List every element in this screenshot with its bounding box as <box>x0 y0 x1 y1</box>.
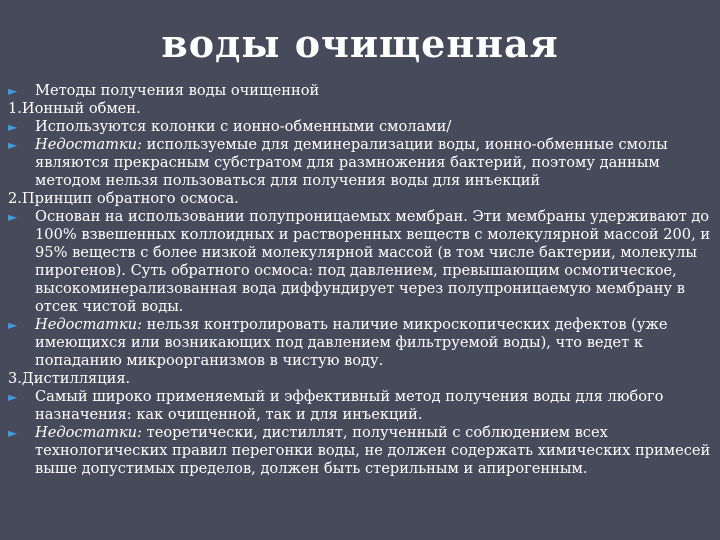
bullet-arrow-icon: ► <box>8 426 18 440</box>
list-item <box>8 136 714 190</box>
item-text: 3.Дистилляция. <box>8 370 131 387</box>
list-item <box>8 208 714 316</box>
item-lead: Недостатки: <box>35 424 142 441</box>
list-item <box>8 118 714 136</box>
item-text: Самый широко применяемый и эффективный метод получения воды для любого назначения: как очищенной, так и для инъекций. <box>35 388 664 423</box>
slide-title: воды очищенная <box>161 21 559 66</box>
item-text: теоретически, дистиллят, полученный с соблюдением всех технологических правил перегонки воды, не должен содержать химических примесей выше допустимых пределов, должен быть стерильным и апирогенным. <box>35 424 711 477</box>
item-text: 1.Ионный обмен. <box>8 100 141 117</box>
bullet-arrow-icon: ► <box>8 84 18 98</box>
bullet-arrow-icon: ► <box>8 138 18 152</box>
section-heading <box>8 190 714 208</box>
list-item <box>8 82 714 100</box>
item-text: используемые для деминерализации воды, ионно-обменные смолы являются прекрасным субстратом для размножения бактерий, поэтому данным методом нельзя пользоваться для получения воды для инъекций <box>35 136 668 189</box>
item-text: Используются колонки с ионно-обменными смолами/ <box>35 118 452 135</box>
bullet-arrow-icon: ► <box>8 390 18 404</box>
item-lead: Недостатки: <box>35 316 142 333</box>
item-text: нельзя контролировать наличие микроскопических дефектов (уже имеющихся или возникающих под давлением фильтруемой воды), что ведет к попаданию микроорганизмов в чистую воду. <box>35 316 668 369</box>
item-lead: Недостатки: <box>35 136 142 153</box>
item-text: 2.Принцип обратного осмоса. <box>8 190 239 207</box>
item-text: Методы получения воды очищенной <box>35 82 320 99</box>
list-item <box>8 316 714 370</box>
section-heading <box>8 370 714 388</box>
item-text: Основан на использовании полупроницаемых мембран. Эти мембраны удерживают до 100% взвешенных коллоидных и растворенных веществ с молекулярной массой 200, и 95% веществ с более низкой молекулярной массой (в том числе бактерии, молекулы пирогенов). Суть обратного осмоса: под давлением, превышающим осмотическое, высокоминерализованная вода диффундирует через полупроницаемую мембрану в отсек чистой воды. <box>35 208 711 315</box>
slide-content <box>8 82 714 478</box>
bullet-arrow-icon: ► <box>8 318 18 332</box>
section-heading <box>8 100 714 118</box>
bullet-arrow-icon: ► <box>8 210 18 224</box>
list-item <box>8 388 714 424</box>
list-item <box>8 424 714 478</box>
bullet-arrow-icon: ► <box>8 120 18 134</box>
